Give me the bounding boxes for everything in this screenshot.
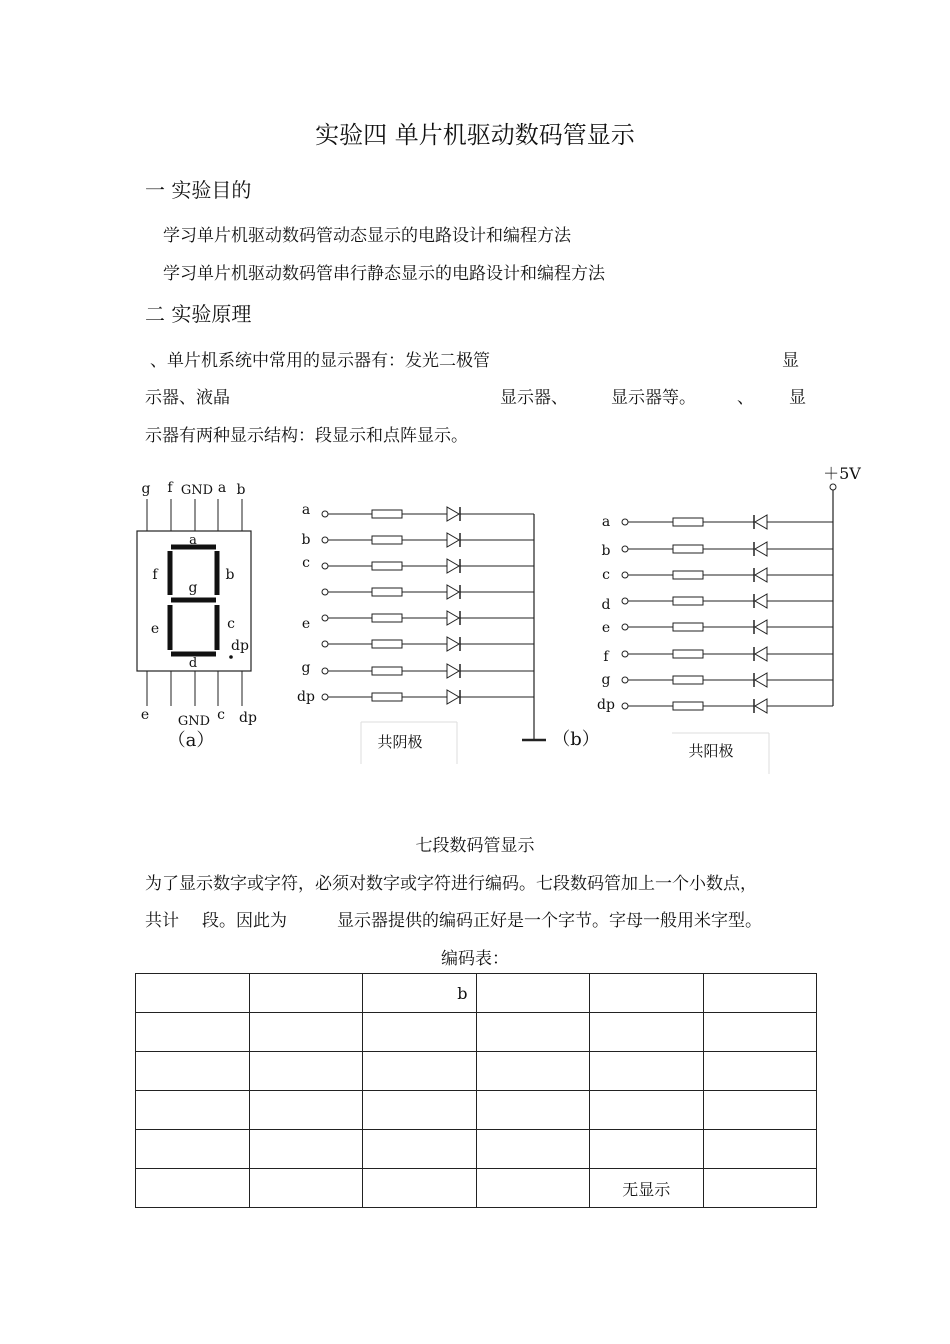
- cc-row: [322, 637, 534, 651]
- principle-line-1: 、单片机系统中常用的显示器有：发光二极管: [150, 351, 490, 371]
- ca-row: [602, 620, 833, 636]
- figure-label-a: （a）: [167, 730, 215, 751]
- table-row: [136, 974, 817, 1013]
- table-cell: [476, 1130, 590, 1169]
- cc-terminal: [322, 563, 328, 569]
- cc-terminal: [322, 615, 328, 621]
- principle-line-2c: 显示器等。: [611, 388, 696, 408]
- cc-terminal: [322, 641, 328, 647]
- ca-terminal: [622, 677, 628, 683]
- ca-diode: [755, 647, 767, 661]
- ca-terminal: [622, 546, 628, 552]
- table-cell: [703, 1169, 817, 1208]
- principle-line-1-tail: 显: [782, 351, 799, 371]
- table-cell: [136, 1052, 250, 1091]
- table-cell: [249, 1169, 363, 1208]
- cc-diode: [447, 559, 459, 573]
- table-row: [136, 1013, 817, 1052]
- encoding-paragraph-line-2a: 共计: [145, 911, 179, 931]
- common-anode-label-box: [672, 733, 769, 774]
- cc-row: [302, 555, 534, 573]
- seg-label-g: g: [188, 580, 198, 596]
- table-cell: [476, 1091, 590, 1130]
- ca-pin-label: d: [601, 597, 611, 613]
- ca-diode: [755, 515, 767, 529]
- table-cell: [363, 1091, 477, 1130]
- cc-diode: [447, 664, 459, 678]
- cc-resistor: [372, 588, 402, 596]
- segment-display-diagram: [137, 480, 257, 751]
- ca-pin-label: f: [603, 649, 609, 665]
- ca-resistor: [673, 702, 703, 710]
- cc-row: [302, 532, 534, 548]
- table-cell: [590, 1130, 704, 1169]
- ca-terminal: [622, 624, 628, 630]
- seg-label-b: b: [225, 567, 235, 583]
- ca-pin-label: a: [601, 514, 611, 530]
- page-title: 实验四 单片机驱动数码管显示: [315, 121, 635, 149]
- table-cell: b: [363, 974, 477, 1013]
- ca-pin-label: dp: [597, 697, 615, 713]
- cc-terminal: [322, 668, 328, 674]
- cc-terminal: [322, 511, 328, 517]
- cc-terminal: [322, 694, 328, 700]
- table-cell: [136, 974, 250, 1013]
- table-cell: [590, 1052, 704, 1091]
- common-cathode-label-box: [361, 722, 457, 764]
- seg-pin-top-gnd: GND: [180, 483, 214, 498]
- cc-pin-label: c: [302, 555, 310, 571]
- ca-terminal: [622, 703, 628, 709]
- ca-row: [602, 594, 833, 613]
- cc-diode: [447, 533, 459, 547]
- encoding-paragraph-line-1: 为了显示数字或字符，必须对数字或字符进行编码。七段数码管加上一个小数点，: [145, 874, 757, 894]
- ca-row: [603, 647, 833, 665]
- table-cell: [249, 1091, 363, 1130]
- table-row: [136, 1169, 817, 1208]
- cc-pin-label: a: [301, 502, 311, 518]
- table-title: 编码表：: [441, 949, 509, 969]
- encoding-table: [135, 973, 817, 1208]
- ca-terminal: [622, 598, 628, 604]
- table-cell: [703, 1013, 817, 1052]
- seg-pin-bottom-c: c: [217, 707, 225, 723]
- cc-pin-label: dp: [297, 689, 315, 705]
- seg-label-dp: dp: [231, 638, 249, 654]
- cc-resistor: [372, 640, 402, 648]
- table-cell: [249, 1052, 363, 1091]
- section-heading-principle: 二 实验原理: [145, 302, 252, 326]
- cc-diode: [447, 637, 459, 651]
- common-anode-circuit: [597, 514, 833, 713]
- table-cell: [136, 1169, 250, 1208]
- cc-row: [297, 689, 534, 705]
- seg-pin-bottom-gnd: GND: [177, 714, 211, 729]
- cc-terminal: [322, 537, 328, 543]
- ca-row: [602, 567, 833, 583]
- table-cell: [703, 1052, 817, 1091]
- cc-pin-label: e: [301, 616, 311, 632]
- table-cell: [136, 1013, 250, 1052]
- purpose-item-2: 学习单片机驱动数码管串行静态显示的电路设计和编程方法: [163, 264, 605, 284]
- cc-diode: [447, 611, 459, 625]
- ca-diode: [755, 620, 767, 634]
- ca-diode: [755, 699, 767, 713]
- ca-terminal: [622, 651, 628, 657]
- cc-resistor: [372, 693, 402, 701]
- cc-diode: [447, 585, 459, 599]
- principle-line-2b: 显示器、: [500, 388, 568, 408]
- table-cell: [363, 1013, 477, 1052]
- encoding-paragraph-line-2c: 显示器提供的编码正好是一个字节。字母一般用米字型。: [337, 911, 762, 931]
- ca-terminal: [622, 519, 628, 525]
- seg-label-f: f: [152, 567, 158, 583]
- ca-diode: [755, 568, 767, 582]
- table-cell: [249, 1130, 363, 1169]
- ca-diode: [755, 673, 767, 687]
- ca-resistor: [673, 676, 703, 684]
- principle-line-2d: 、: [737, 388, 754, 408]
- table-cell: [590, 1013, 704, 1052]
- common-cathode-circuit: [297, 502, 534, 705]
- ca-row: [597, 697, 833, 713]
- encoding-paragraph-line-2b: 段。因此为: [202, 911, 287, 931]
- seg-label-e: e: [150, 621, 160, 637]
- ca-pin-label: b: [601, 543, 611, 559]
- cc-row: [302, 611, 534, 632]
- table-row: [136, 1091, 817, 1130]
- ca-pin-label: g: [601, 672, 611, 688]
- table-cell: [249, 974, 363, 1013]
- table-cell: [476, 1052, 590, 1091]
- table-cell: [476, 974, 590, 1013]
- vcc-label: ＋5V: [823, 464, 861, 483]
- ca-pin-label: e: [601, 620, 611, 636]
- purpose-item-1: 学习单片机驱动数码管动态显示的电路设计和编程方法: [163, 226, 571, 246]
- seg-pin-top-a: a: [217, 480, 227, 496]
- principle-line-2a: 示器、液晶: [145, 388, 230, 408]
- cc-resistor: [372, 562, 402, 570]
- figure-label-b: （b）: [552, 729, 600, 750]
- ca-resistor: [673, 545, 703, 553]
- cc-resistor: [372, 536, 402, 544]
- ca-pin-label: c: [602, 567, 610, 583]
- ca-resistor: [673, 650, 703, 658]
- table-cell: [363, 1130, 477, 1169]
- cc-resistor: [372, 667, 402, 675]
- table-cell: [363, 1052, 477, 1091]
- seg-pin-top-f: f: [167, 480, 173, 496]
- seg-pin-top-g: g: [141, 481, 151, 497]
- seg-pin-bottom-e: e: [140, 707, 150, 723]
- seg-label-c: c: [227, 616, 235, 632]
- cc-diode: [447, 507, 459, 521]
- table-cell: [590, 1091, 704, 1130]
- principle-line-3: 示器有两种显示结构：段显示和点阵显示。: [145, 426, 468, 446]
- vcc-terminal: [823, 464, 861, 706]
- table-row: [136, 1130, 817, 1169]
- ca-diode: [755, 594, 767, 608]
- principle-line-2e: 显: [789, 388, 806, 408]
- ca-resistor: [673, 571, 703, 579]
- seg-label-a: a: [189, 533, 197, 548]
- table-cell: [363, 1169, 477, 1208]
- table-cell: [590, 974, 704, 1013]
- seg-pin-bottom-dp: dp: [239, 710, 257, 726]
- cc-pin-label: g: [301, 660, 311, 676]
- table-cell: [703, 1130, 817, 1169]
- ca-row: [602, 672, 833, 688]
- cc-row: [322, 585, 534, 599]
- ca-diode: [755, 542, 767, 556]
- ground-symbol: [522, 514, 546, 740]
- ca-row: [602, 514, 833, 530]
- seg-label-d: d: [188, 656, 198, 671]
- cc-row: [302, 660, 534, 678]
- table-cell: [136, 1091, 250, 1130]
- cc-pin-label: b: [301, 532, 311, 548]
- common-cathode-label: 共阴极: [377, 733, 423, 751]
- cc-row: [302, 502, 534, 521]
- cc-resistor: [372, 614, 402, 622]
- table-cell: [703, 974, 817, 1013]
- table-cell: [249, 1013, 363, 1052]
- ca-resistor: [673, 518, 703, 526]
- ca-row: [602, 542, 833, 559]
- ca-resistor: [673, 623, 703, 631]
- table-cell: [136, 1130, 250, 1169]
- ca-terminal: [622, 572, 628, 578]
- table-cell: [476, 1013, 590, 1052]
- cc-diode: [447, 690, 459, 704]
- table-cell: [703, 1091, 817, 1130]
- section-heading-purpose: 一 实验目的: [145, 178, 252, 202]
- table-row: [136, 1052, 817, 1091]
- ca-resistor: [673, 597, 703, 605]
- table-cell: [476, 1169, 590, 1208]
- figure-caption: 七段数码管显示: [415, 836, 535, 856]
- table-cell: 无显示: [590, 1169, 704, 1208]
- cc-resistor: [372, 510, 402, 518]
- cc-terminal: [322, 589, 328, 595]
- common-anode-label: 共阳极: [688, 742, 734, 760]
- seg-pin-top-b: b: [236, 482, 246, 498]
